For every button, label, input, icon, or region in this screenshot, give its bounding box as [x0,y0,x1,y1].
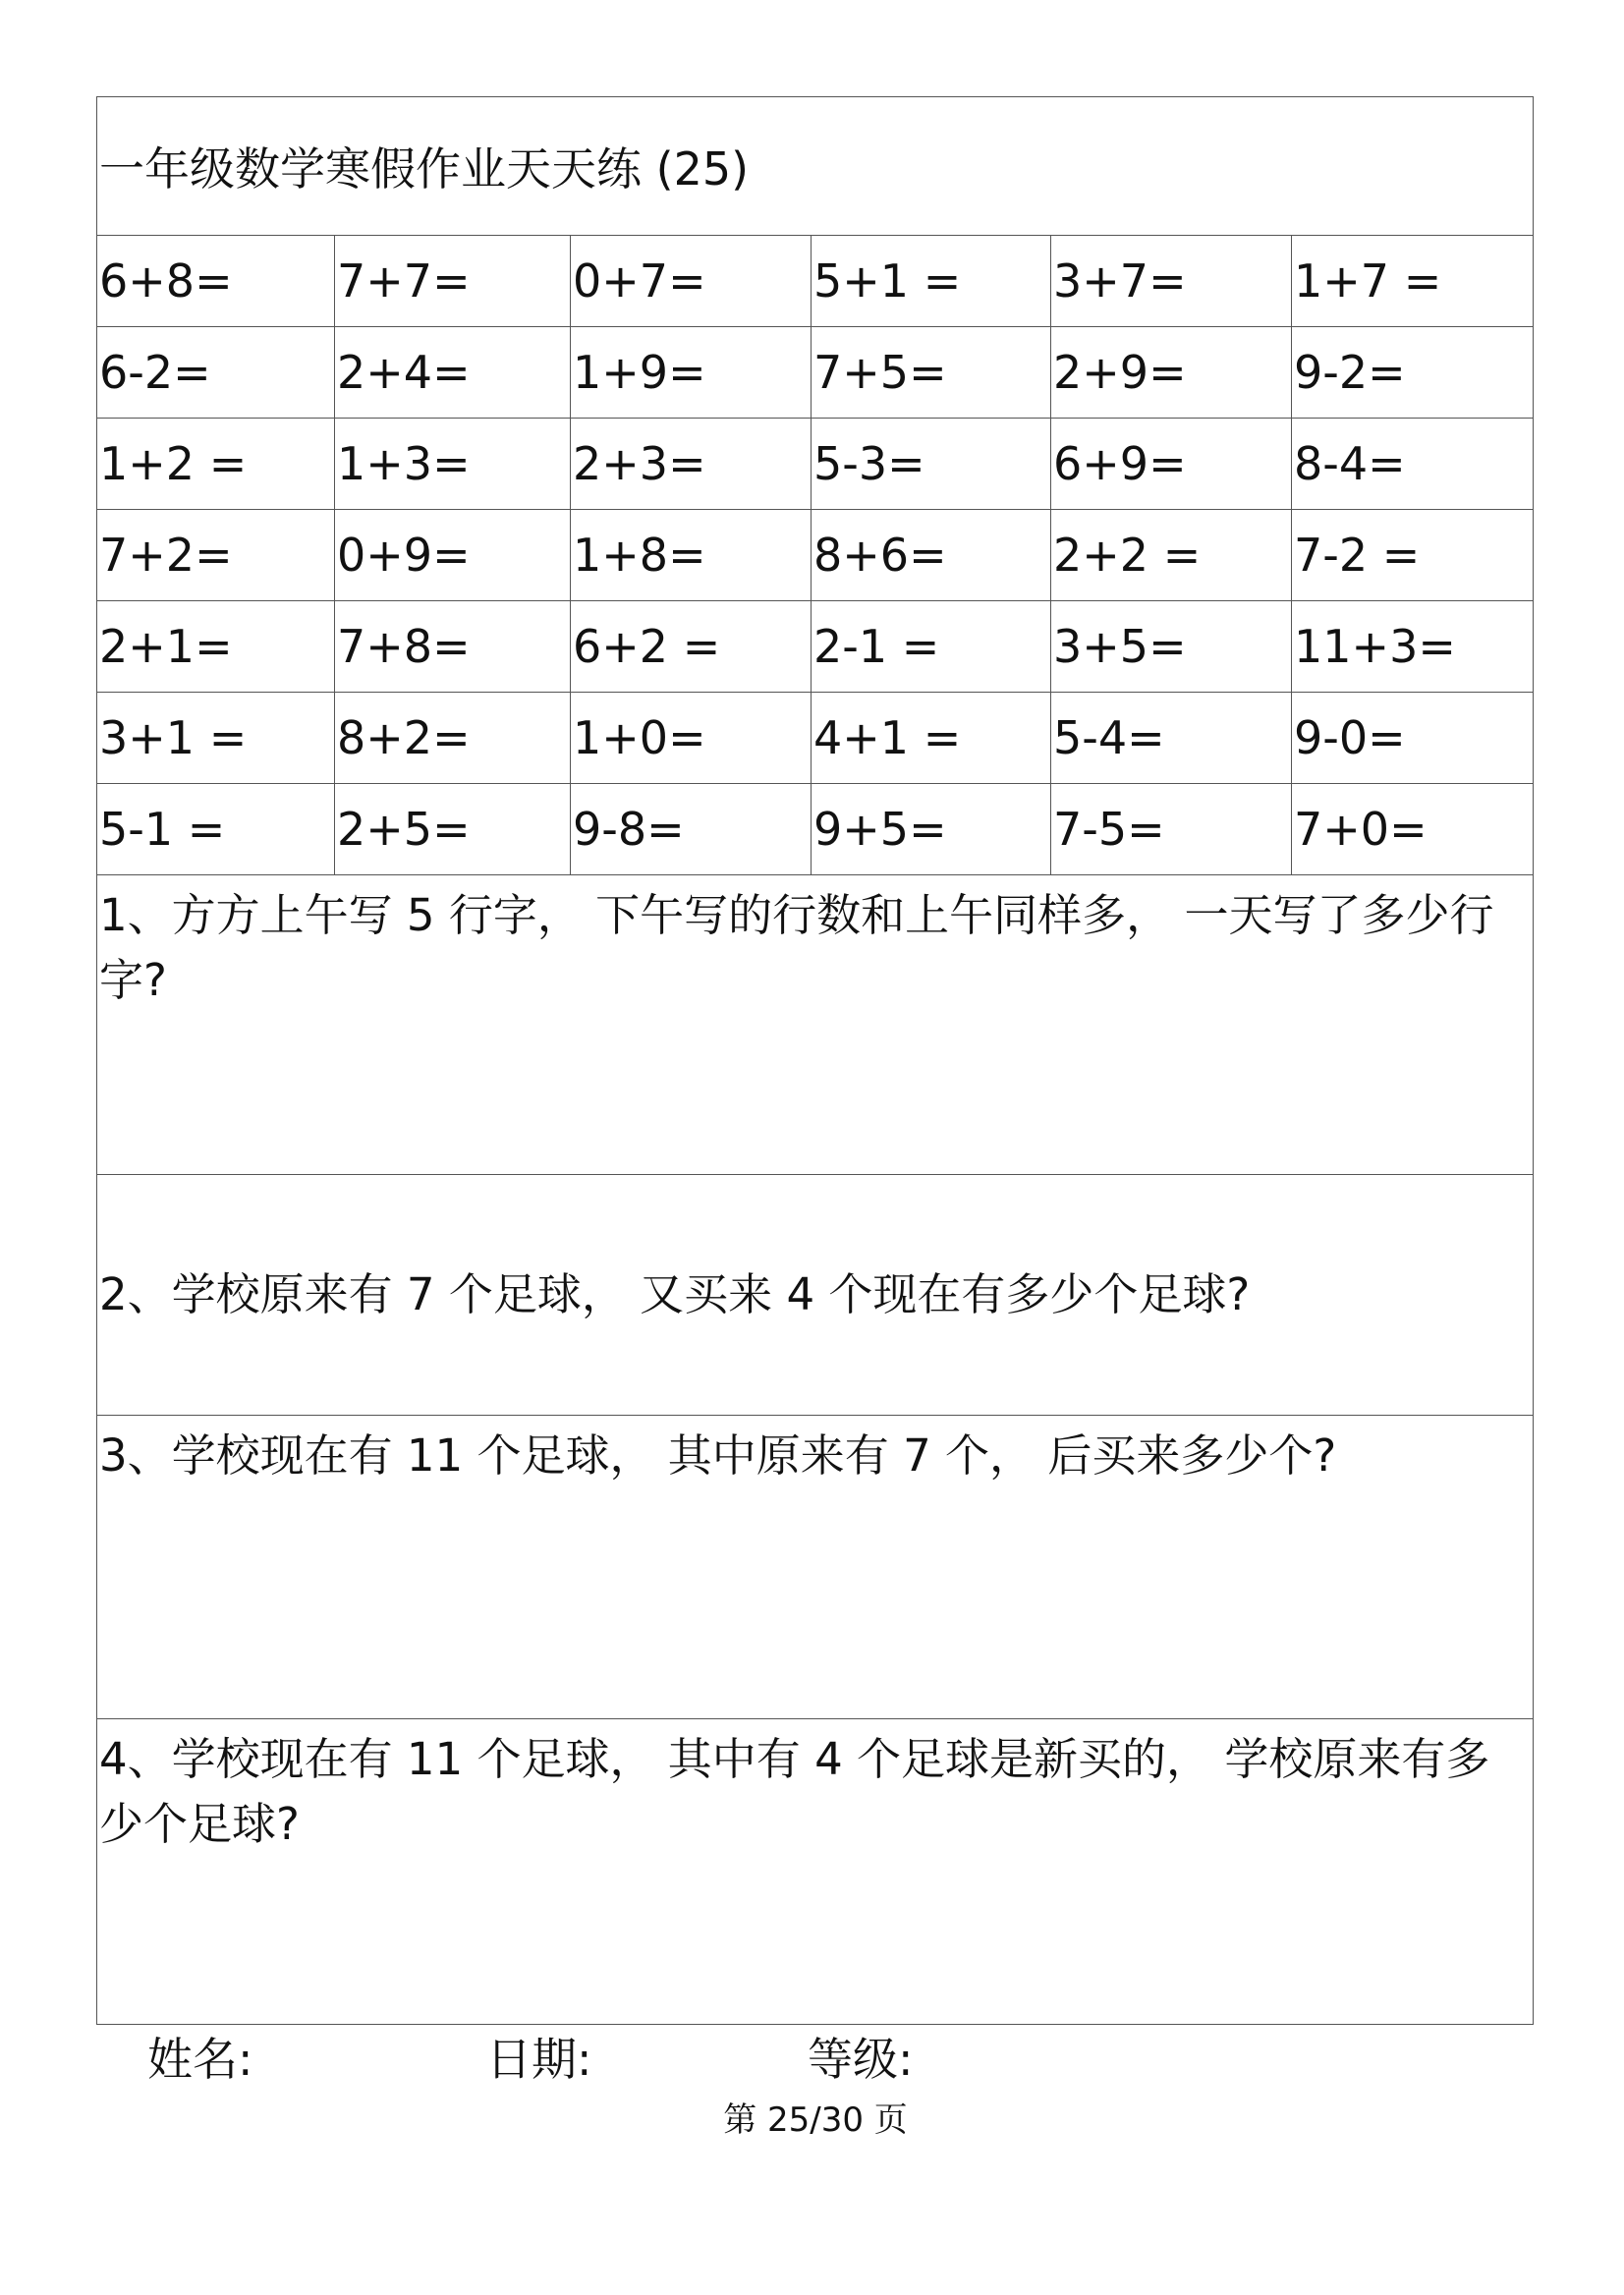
name-label: 姓名: [147,2033,253,2086]
word-problem-4: 4、学校现在有 11 个足球， 其中有 4 个足球是新买的， 学校原来有多少个足球? [97,1719,1534,2025]
equation-row [97,784,1534,875]
equation-cell: 6+9= [1051,419,1292,510]
equation-cell: 1+8= [571,510,812,601]
word-problem-2: 2、学校原来有 7 个足球， 又买来 4 个现在有多少个足球? [97,1175,1534,1416]
equation-cell: 7+8= [335,601,571,693]
equation-cell: 0+7= [571,236,812,327]
worksheet-title: 一年级数学寒假作业天天练 (25) [97,97,1534,236]
equation-cell: 1+3= [335,419,571,510]
equation-cell: 7+5= [812,327,1051,419]
equation-cell: 6+2 = [571,601,812,693]
page-number: 第 25/30 页 [723,2100,908,2140]
equation-cell: 1+9= [571,327,812,419]
equation-cell: 9+5= [812,784,1051,875]
equation-cell: 7-5= [1051,784,1292,875]
equation-cell: 8-4= [1292,419,1534,510]
equation-cell: 11+3= [1292,601,1534,693]
equation-cell: 3+7= [1051,236,1292,327]
equation-cell: 0+9= [335,510,571,601]
equation-cell: 2+4= [335,327,571,419]
equation-cell: 7+0= [1292,784,1534,875]
equation-row [97,601,1534,693]
equation-row [97,327,1534,419]
equation-cell: 9-0= [1292,693,1534,784]
equation-row [97,510,1534,601]
equation-cell: 1+2 = [97,419,335,510]
equation-cell: 8+6= [812,510,1051,601]
equation-cell: 5-4= [1051,693,1292,784]
equation-cell: 3+1 = [97,693,335,784]
equation-cell: 5+1 = [812,236,1051,327]
equation-cell: 6+8= [97,236,335,327]
equation-cell: 2+2 = [1051,510,1292,601]
equation-row [97,236,1534,327]
equation-cell: 2-1 = [812,601,1051,693]
equation-cell: 9-2= [1292,327,1534,419]
equation-cell: 2+9= [1051,327,1292,419]
equation-cell: 5-1 = [97,784,335,875]
equation-cell: 1+0= [571,693,812,784]
equation-cell: 7+7= [335,236,571,327]
worksheet-table [96,96,1534,2025]
equation-cell: 7-2 = [1292,510,1534,601]
equation-cell: 5-3= [812,419,1051,510]
equation-cell: 3+5= [1051,601,1292,693]
word-problem-1: 1、方方上午写 5 行字， 下午写的行数和上午同样多， 一天写了多少行字? [97,875,1534,1175]
equation-cell: 2+3= [571,419,812,510]
equation-cell: 9-8= [571,784,812,875]
equation-cell: 2+1= [97,601,335,693]
grade-label: 等级: [808,2033,914,2086]
date-label: 日期: [486,2033,592,2086]
equation-cell: 8+2= [335,693,571,784]
word-problem-3: 3、学校现在有 11 个足球， 其中原来有 7 个， 后买来多少个? [97,1416,1534,1719]
equation-cell: 4+1 = [812,693,1051,784]
equation-cell: 2+5= [335,784,571,875]
equation-row [97,419,1534,510]
equation-row [97,693,1534,784]
equation-cell: 7+2= [97,510,335,601]
equation-cell: 6-2= [97,327,335,419]
equation-cell: 1+7 = [1292,236,1534,327]
